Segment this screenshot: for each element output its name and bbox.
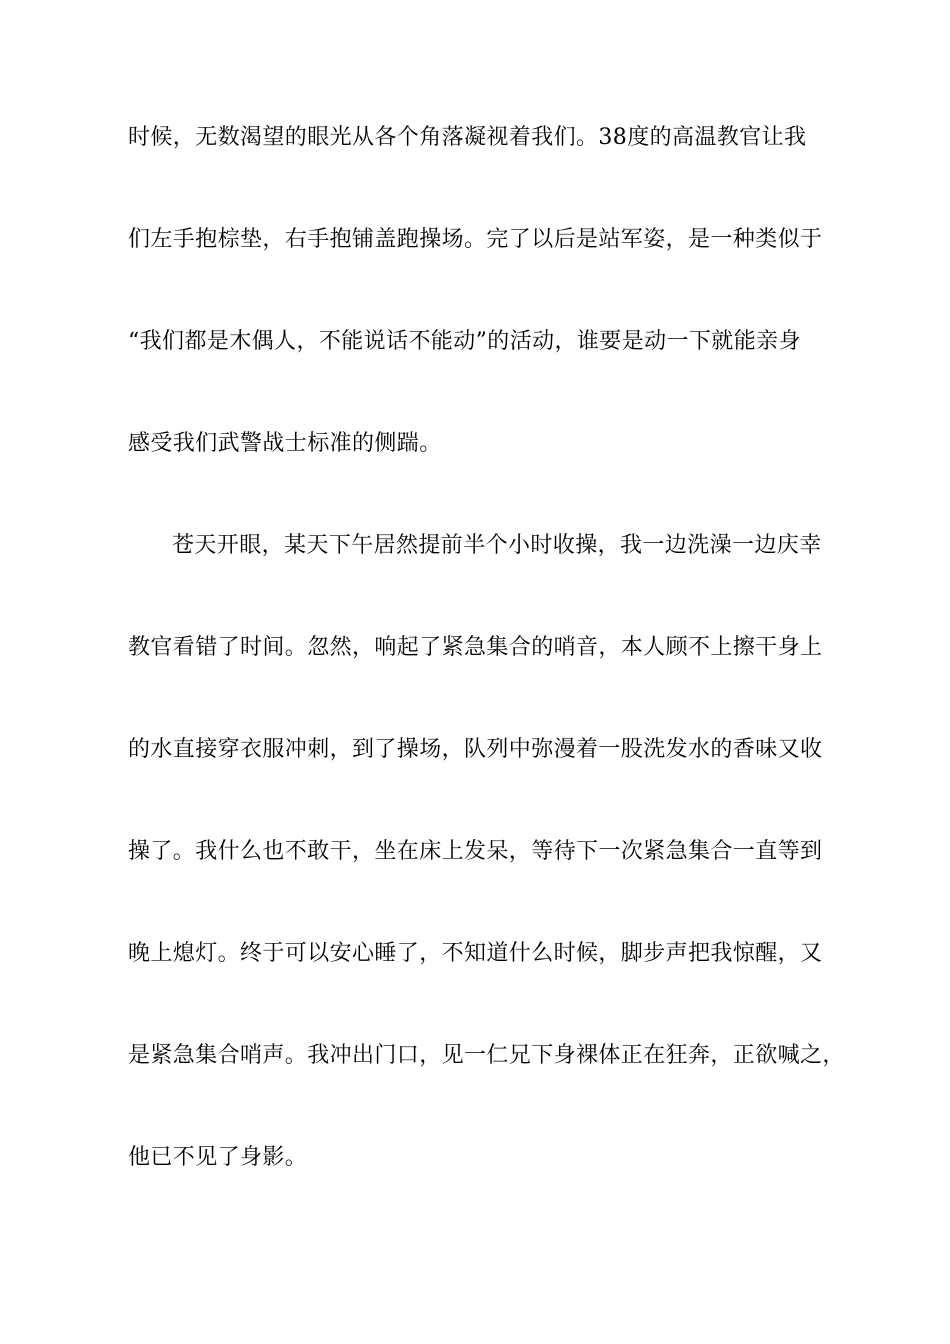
body-text [128, 108, 845, 1230]
text-line-1: 时候，无数渴望的眼光从各个角落凝视着我们。38度的高温教官让我 [128, 125, 807, 150]
text-line-9: 晚上熄灯。终于可以安心睡了，不知道什么时候，脚步声把我惊醒，又 [128, 941, 823, 966]
text-line-3: “我们都是木偶人，不能说话不能动”的活动，谁要是动一下就能亲身 [128, 329, 801, 354]
text-line-7: 的水直接穿衣服冲刺，到了操场，队列中弥漫着一股洗发水的香味又收 [128, 737, 823, 762]
text-line-2: 们左手抱棕垫，右手抱铺盖跑操场。完了以后是站军姿，是一种类似于 [128, 227, 823, 252]
text-line-11: 他已不见了身影。 [128, 1145, 308, 1170]
text-line-6: 教官看错了时间。忽然，响起了紧急集合的哨音，本人顾不上擦干身上 [128, 635, 823, 660]
text-line-4: 感受我们武警战士标准的侧踹。 [128, 431, 442, 456]
text-line-10: 是紧急集合哨声。我冲出门口，见一仁兄下身裸体正在狂奔，正欲喊之， [128, 1043, 845, 1068]
text-line-5: 苍天开眼，某天下午居然提前半个小时收操，我一边洗澡一边庆幸 [172, 533, 822, 558]
text-line-8: 操了。我什么也不敢干，坐在床上发呆，等待下一次紧急集合一直等到 [128, 839, 823, 864]
